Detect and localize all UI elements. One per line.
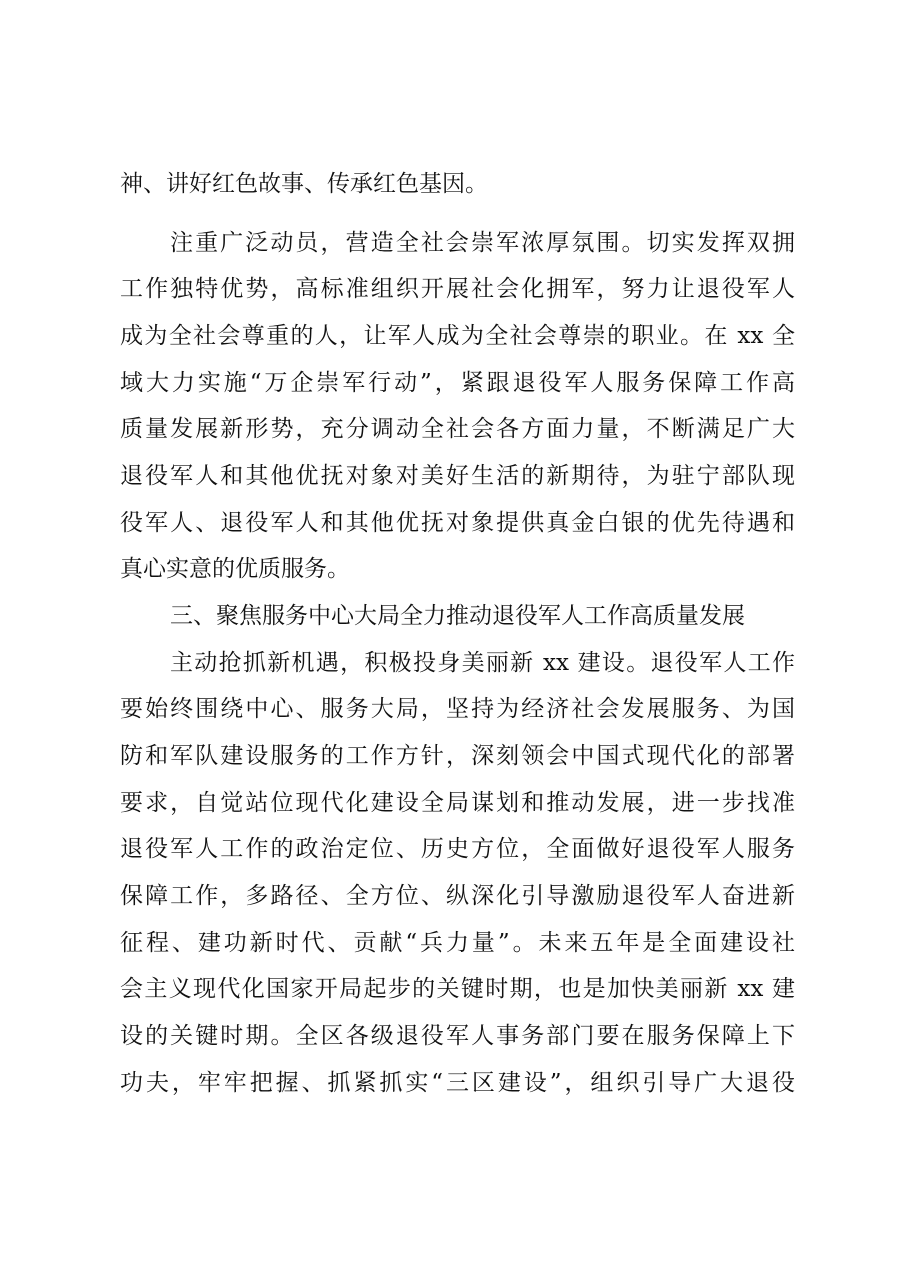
paragraph-2-line-1: 主动抢抓新机遇，积极投身美丽新 xx 建设。退役军人工作 <box>170 650 795 676</box>
paragraph-1-line-5: 质量发展新形势，充分调动全社会各方面力量，不断满足广大 <box>120 416 795 442</box>
paragraph-2-line-2: 要始终围绕中心、服务大局，坚持为经济社会发展服务、为国 <box>120 696 795 722</box>
paragraph-1-line-4: 域大力实施“万企崇军行动”，紧跟退役军人服务保障工作高 <box>120 370 795 396</box>
paragraph-1-line-2: 工作独特优势，高标准组织开展社会化拥军，努力让退役军人 <box>120 276 795 302</box>
paragraph-1-line-1: 注重广泛动员，营造全社会崇军浓厚氛围。切实发挥双拥 <box>170 230 795 256</box>
paragraph-1-line-3: 成为全社会尊重的人，让军人成为全社会尊崇的职业。在 xx 全 <box>120 323 795 349</box>
paragraph-1-line-7: 役军人、退役军人和其他优抚对象提供真金白银的优先待遇和 <box>120 510 795 536</box>
paragraph-2-line-5: 退役军人工作的政治定位、历史方位，全面做好退役军人服务 <box>120 836 795 862</box>
paragraph-2-line-3: 防和军队建设服务的工作方针，深刻领会中国式现代化的部署 <box>120 743 795 769</box>
paragraph-2-line-8: 会主义现代化国家开局起步的关键时期，也是加快美丽新 xx 建 <box>120 976 795 1002</box>
paragraph-2-line-6: 保障工作，多路径、全方位、纵深化引导激励退役军人奋进新 <box>120 883 795 909</box>
paragraph-1-line-8: 真心实意的优质服务。 <box>120 556 350 582</box>
paragraph-2-line-10: 功夫，牢牢把握、抓紧抓实“三区建设”，组织引导广大退役 <box>120 1070 795 1096</box>
section-heading: 三、聚焦服务中心大局全力推动退役军人工作高质量发展 <box>170 603 745 629</box>
text-line-1: 神、讲好红色故事、传承红色基因。 <box>120 171 488 197</box>
paragraph-2-line-4: 要求，自觉站位现代化建设全局谋划和推动发展，进一步找准 <box>120 790 795 816</box>
paragraph-2-line-9: 设的关键时期。全区各级退役军人事务部门要在服务保障上下 <box>120 1023 795 1049</box>
paragraph-2-line-7: 征程、建功新时代、贡献“兵力量”。未来五年是全面建设社 <box>120 930 795 956</box>
paragraph-1-line-6: 退役军人和其他优抚对象对美好生活的新期待，为驻宁部队现 <box>120 463 795 489</box>
